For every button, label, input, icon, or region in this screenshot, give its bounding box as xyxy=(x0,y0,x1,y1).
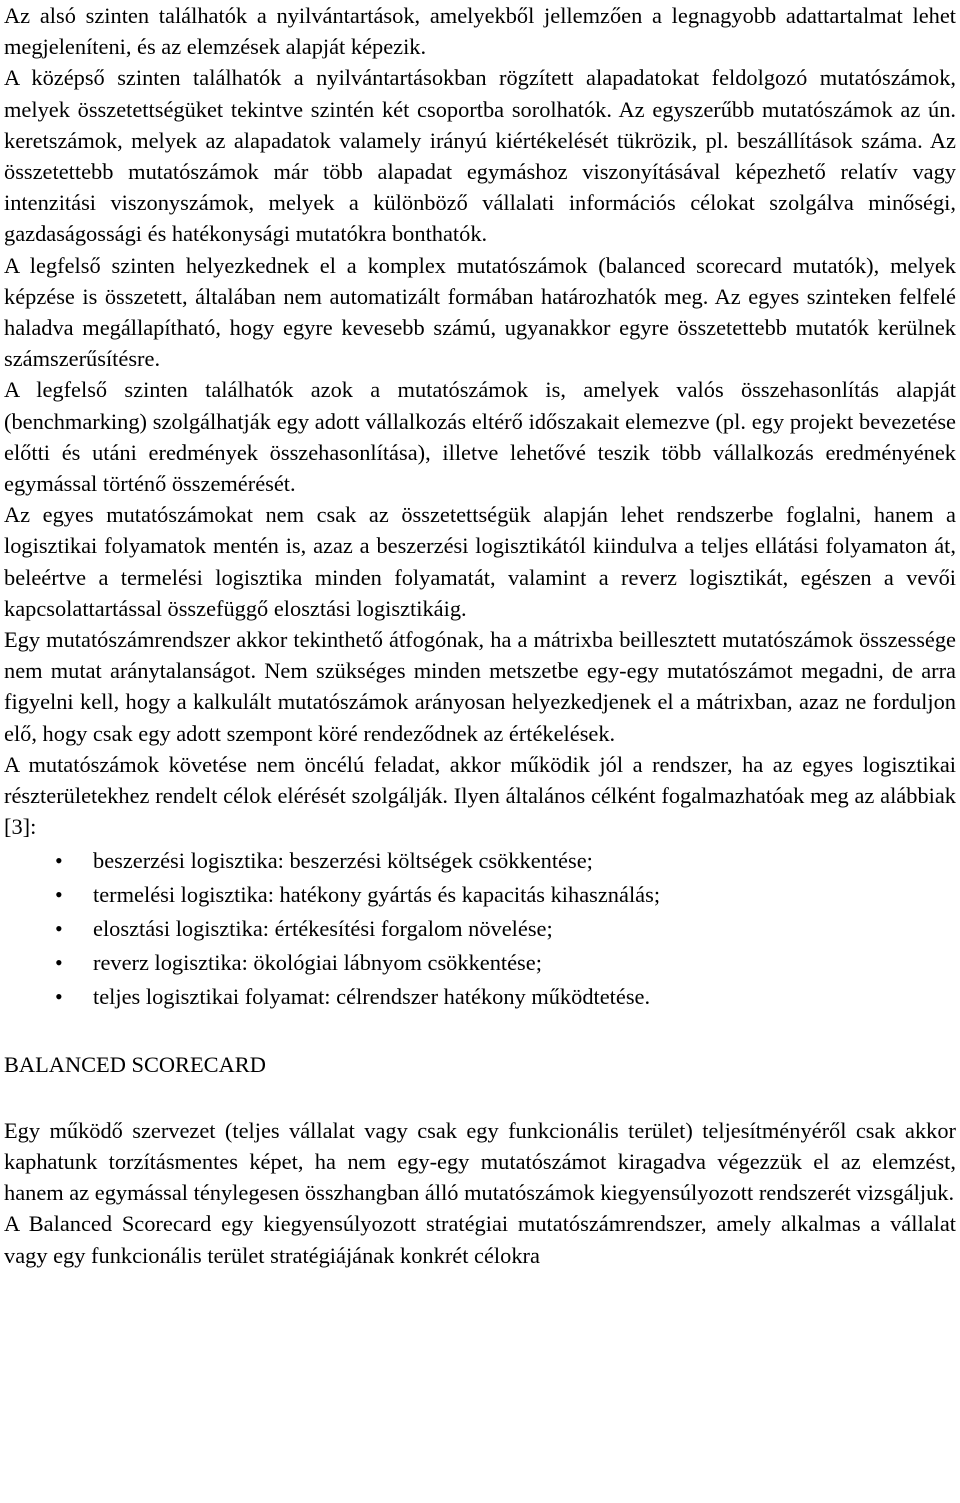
bullet-icon: • xyxy=(55,882,63,908)
paragraph-middle-level: A középső szinten találhatók a nyilvántartásokban rögzített alapadatokat feldolgozó mutatószámok, melyek összetettségüket tekintve szintén két csoportba sorolhatók. Az egyszerűbb mutatószámok az ún. keretszámok, melyek az alapadatok valamely irányú kiértékelését tükrözik, pl. beszállítások száma. Az összetettebb mutatószámok már több alapadat egymáshoz viszonyításával képezhető relatív vagy intenzitási viszonyszámok, melyek a különböző vállalati információs célokat szolgálva minőségi, gazdaságossági és hatékonysági mutatókra bonthatók. xyxy=(4,65,956,247)
paragraph-logistics-processes: Az egyes mutatószámokat nem csak az összetettségük alapján lehet rendszerbe foglalni, hanem a logisztikai folyamatok mentén is, azaz a beszerzési logisztikától kiindulva a teljes ellátási folyamaton át, beleértve a termelési logisztika minden folyamatát, valamint a reverz logisztikát, egészen a vevői kapcsolattartással összefüggő elosztási logisztikáig. xyxy=(4,502,956,621)
list-item-text: termelési logisztika: hatékony gyártás és kapacitás kihasználás; xyxy=(93,882,661,908)
list-item-text: elosztási logisztika: értékesítési forgalom növelése; xyxy=(93,916,553,942)
bullet-icon: • xyxy=(55,984,63,1010)
bullet-icon: • xyxy=(55,916,63,942)
list-item xyxy=(4,946,956,980)
list-item xyxy=(4,878,956,912)
list-item-text: reverz logisztika: ökológiai lábnyom csökkentése; xyxy=(93,950,542,976)
bullet-icon: • xyxy=(55,848,63,874)
paragraph-undistorted-picture: Egy működő szervezet (teljes vállalat vagy csak egy funkcionális terület) teljesítményéről csak akkor kaphatunk torzításmentes képet, ha nem egy-egy mutatószámot kiragadva végezzük el az elemzést, hanem az egymással ténylegesen összhangban álló mutatószámok kiegyensúlyozott rendszerét vizsgáljuk. xyxy=(4,1117,956,1206)
list-item-text: teljes logisztikai folyamat: célrendszer hatékony működtetése. xyxy=(93,984,651,1010)
paragraph-top-level: A legfelső szinten helyezkednek el a komplex mutatószámok (balanced scorecard mutatók), melyek képzése is összetett, általában nem automatizált formában határozhatók meg. Az egyes szinteken felfelé haladva megállapítható, hogy egyre kevesebb számú, ugyanakkor egyre összetettebb mutatók kerülnek számszerűsítésre. xyxy=(4,252,956,372)
paragraph-balanced-scorecard-definition: A Balanced Scorecard egy kiegyensúlyozott stratégiai mutatószámrendszer, amely alkalmas a vállalat vagy egy funkcionális terület stratégiájának konkrét célokra xyxy=(4,1211,956,1268)
list-item xyxy=(4,980,956,1014)
paragraph-goals-intro: A mutatószámok követése nem öncélú feladat, akkor működik jól a rendszer, ha az egyes logisztikai részterületekhez rendelt célok elérését szolgálják. Ilyen általános célként fogalmazhatóak meg az alábbiak [3]: xyxy=(4,751,956,840)
list-item-text: beszerzési logisztika: beszerzési költségek csökkentése; xyxy=(93,848,593,874)
goal-list xyxy=(4,844,956,1014)
paragraph-comprehensive-system: Egy mutatószámrendszer akkor tekinthető átfogónak, ha a mátrixba beillesztett mutatószámok összessége nem mutat aránytalanságot. Nem szükséges minden metszetbe egy-egy mutatószámot megadni, de arra figyelni kell, hogy a kalkulált mutatószámok arányosan helyezkedjenek el a mátrixban, azaz ne forduljon elő, hogy csak egy adott szempont köré rendeződnek az értékelések. xyxy=(4,627,956,746)
paragraph-lower-level: Az alsó szinten találhatók a nyilvántartások, amelyekből jellemzően a legnagyobb adattartalmat lehet megjeleníteni, és az elemzések alapját képezik. xyxy=(4,3,956,60)
paragraph-benchmarking: A legfelső szinten találhatók azok a mutatószámok is, amelyek valós összehasonlítás alapját (benchmarking) szolgálhatják egy adott vállalkozás eltérő időszakait elemezve (pl. egy projekt bevezetése előtti és utáni eredmények összehasonlítása), illetve lehetővé teszik több vállalkozás eredményének egymással történő összemérését. xyxy=(4,377,956,497)
bullet-icon: • xyxy=(55,950,63,976)
section-heading: BALANCED SCORECARD xyxy=(4,1052,266,1078)
list-item xyxy=(4,844,956,878)
goal-list-wrapper xyxy=(4,844,956,1014)
list-item xyxy=(4,912,956,946)
